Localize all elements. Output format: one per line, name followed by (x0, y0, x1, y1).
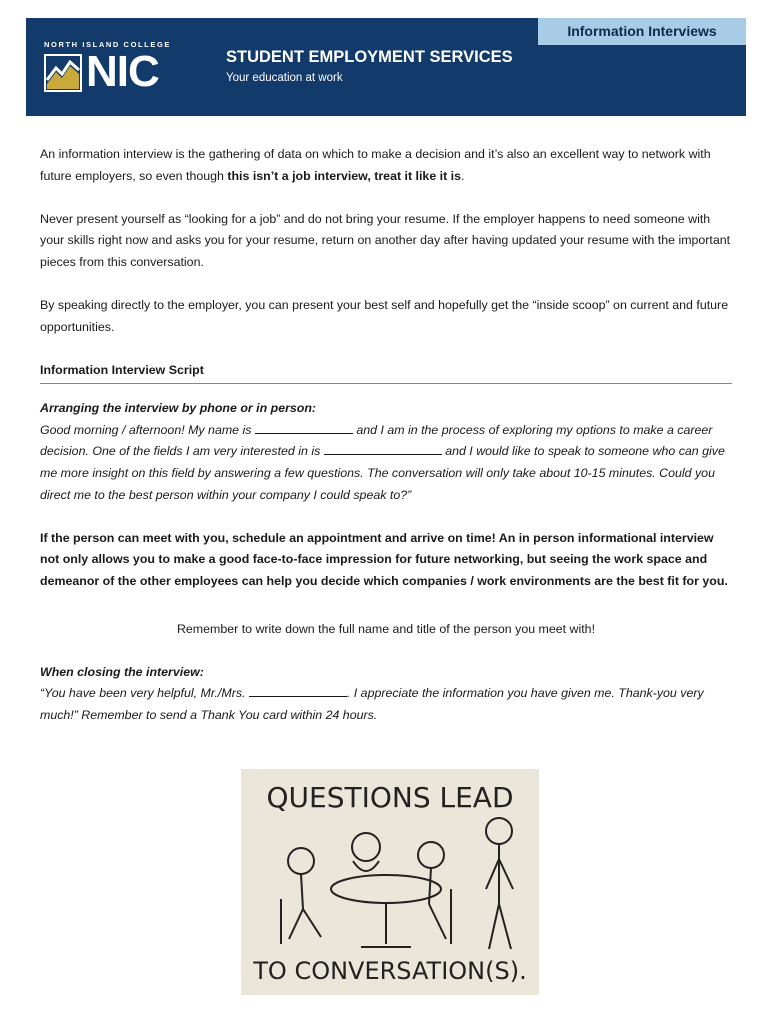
banner-title: STUDENT EMPLOYMENT SERVICES (226, 48, 513, 66)
emphasis-text: this isn’t a job interview, treat it like it is (227, 168, 462, 183)
logo-mark-icon (44, 54, 82, 92)
cartoon-image (241, 769, 539, 995)
contact-name-blank (249, 684, 347, 697)
intro-paragraph: An information interview is the gathering of data on which to make a decision and it’s also an excellent way to network with future employers, so even though this isn’t a job interview, treat it like it is. (40, 147, 711, 183)
remember-note: Remember to write down the full name and title of the person you meet with! (176, 621, 596, 636)
cartoon-top-text: QUESTIONS LEAD (266, 781, 514, 814)
logo-text: NIC (86, 47, 159, 96)
closing-script: “You have been very helpful, Mr./Mrs. . I appreciate the information you have given me. Thank-you very much!” Remember to send a Thank You card within 24 hours. (40, 686, 704, 722)
document-body (40, 144, 732, 748)
people-drawing-icon (281, 818, 513, 949)
college-name: NORTH ISLAND COLLEGE (44, 40, 171, 49)
header-banner (26, 18, 746, 116)
arranging-heading: Arranging the interview by phone or in person: (40, 401, 317, 416)
banner-subtitle: Your education at work (226, 72, 343, 84)
arranging-script: Good morning / afternoon! My name is and I am in the process of exploring my options to make a career decision. One of the fields I am very interested in is and I would like to speak to someone who can give me more insight on this field by answering a few questions. The conversation will only take about 10-15 minutes. Could you direct me to the best person within your company I could speak to?” (40, 422, 725, 502)
section-tag: Information Interviews (538, 18, 746, 45)
name-blank (255, 421, 353, 434)
inside-scoop-paragraph: By speaking directly to the employer, you can present your best self and hopefully get the “inside scoop” on current and future opportunities. (40, 297, 729, 334)
meet-paragraph: If the person can meet with you, schedule an appointment and arrive on time! An in person informational interview not only allows you to make a good face-to-face impression for future networking, but seeing the work space and demeanor of the other employees can help you decide which companies / work environments are the best fit for you. (40, 530, 728, 588)
script-heading: Information Interview Script (40, 360, 732, 385)
cartoon-bottom-text: TO CONVERSATION(S). (253, 957, 527, 985)
field-blank (324, 442, 442, 455)
resume-paragraph: Never present yourself as “looking for a job” and do not bring your resume. If the employer happens to need someone with your skills right now and asks you for your resume, return on another day after having updated your resume with the important pieces from this conversation. (40, 211, 731, 269)
closing-heading: When closing the interview: (40, 664, 204, 679)
